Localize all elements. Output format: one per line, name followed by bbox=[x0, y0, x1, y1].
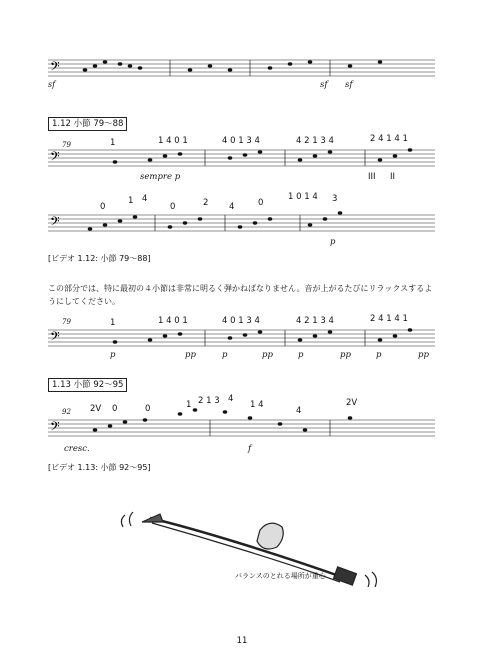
video-caption-1-12: [ビデオ 1.12: 小節 79〜88] bbox=[48, 254, 151, 263]
barlines bbox=[155, 60, 365, 436]
fingering: 2V bbox=[346, 398, 358, 408]
dynamic-cresc: cresc. bbox=[64, 444, 90, 454]
bass-clef-icon: 𝄢 bbox=[50, 214, 60, 232]
staff-row-3 bbox=[48, 214, 435, 232]
fingering: 2 bbox=[203, 198, 209, 208]
illustration-caption: バランスのとれる場所が重心 bbox=[235, 572, 326, 580]
fingering: 1 0 1 4 bbox=[288, 192, 318, 202]
fingering: 1 bbox=[110, 318, 116, 328]
dynamic-p: p bbox=[330, 237, 336, 247]
fingering: 4 2 1 3 4 bbox=[296, 316, 334, 326]
dynamic-pp: pp bbox=[185, 350, 196, 360]
dynamic-sf: sf bbox=[320, 80, 328, 90]
fingering: 1 bbox=[186, 400, 192, 410]
dynamic-p: p bbox=[376, 350, 382, 360]
staff-row-5 bbox=[48, 419, 435, 437]
dynamic-p: p bbox=[298, 350, 304, 360]
fingering: 2 4 1 4 1 bbox=[370, 134, 408, 144]
fingering: 4 bbox=[229, 202, 235, 212]
page-number: 11 bbox=[236, 636, 248, 646]
string-mark: II bbox=[390, 172, 396, 182]
fingering: 1 4 bbox=[250, 400, 264, 410]
body-paragraph: この部分では、特に最初の４小節は非常に明るく弾かねばなりません。音が上がるたびにリラックスするようにしてください。 bbox=[48, 284, 433, 306]
dynamic-sf: sf bbox=[345, 80, 353, 90]
fingering: 1 bbox=[110, 138, 116, 148]
fingering: 0 bbox=[170, 202, 176, 212]
fingering: 4 2 1 3 4 bbox=[296, 136, 334, 146]
fingering: 0 bbox=[258, 198, 264, 208]
dynamic-sf: sf bbox=[48, 80, 56, 89]
dynamic-pp: pp bbox=[340, 350, 351, 360]
fingering: 1 bbox=[128, 196, 134, 206]
staff-row-2 bbox=[48, 149, 435, 167]
section-label-1-12: 1.12 小節 79〜88 bbox=[48, 117, 127, 131]
dynamic-sempre-p: sempre p bbox=[140, 172, 181, 182]
bass-clef-icon: 𝄢 bbox=[50, 419, 60, 437]
measure-number: 92 bbox=[62, 408, 71, 416]
fingering: 0 bbox=[100, 202, 106, 212]
fingering: 0 bbox=[145, 404, 151, 414]
fingering: 2 1 3 bbox=[198, 396, 220, 406]
measure-number: 79 bbox=[62, 141, 71, 149]
dynamic-pp: pp bbox=[418, 350, 429, 360]
fingering: 4 0 1 3 4 bbox=[222, 136, 260, 146]
fingering: 1 4 0 1 bbox=[158, 316, 188, 326]
noteheads bbox=[83, 60, 413, 431]
string-mark: III bbox=[368, 172, 376, 182]
bass-clef-icon: 𝄢 bbox=[50, 329, 60, 347]
fingering: 4 bbox=[228, 394, 234, 404]
fingering: 4 0 1 3 4 bbox=[222, 316, 260, 326]
staff-row-4 bbox=[48, 329, 435, 347]
dynamic-p: p bbox=[110, 350, 116, 360]
bass-clef-icon: 𝄢 bbox=[50, 59, 60, 77]
video-caption-1-13: [ビデオ 1.13: 小節 92〜95] bbox=[48, 463, 151, 472]
fingering: 2V bbox=[90, 404, 102, 414]
fingering: 0 bbox=[112, 404, 118, 414]
bass-clef-icon: 𝄢 bbox=[50, 149, 60, 167]
fingering: 3 bbox=[332, 194, 338, 204]
fingering: 4 bbox=[296, 406, 302, 416]
section-label-1-13: 1.13 小節 92〜95 bbox=[48, 378, 127, 392]
dynamic-p: p bbox=[222, 350, 228, 360]
fingering: 1 4 0 1 bbox=[158, 136, 188, 146]
fingering: 2 4 1 4 1 bbox=[370, 314, 408, 324]
fingering: 4 bbox=[142, 194, 148, 204]
measure-number: 79 bbox=[62, 318, 71, 326]
dynamic-f: f bbox=[248, 444, 252, 454]
dynamic-pp: pp bbox=[262, 350, 273, 360]
